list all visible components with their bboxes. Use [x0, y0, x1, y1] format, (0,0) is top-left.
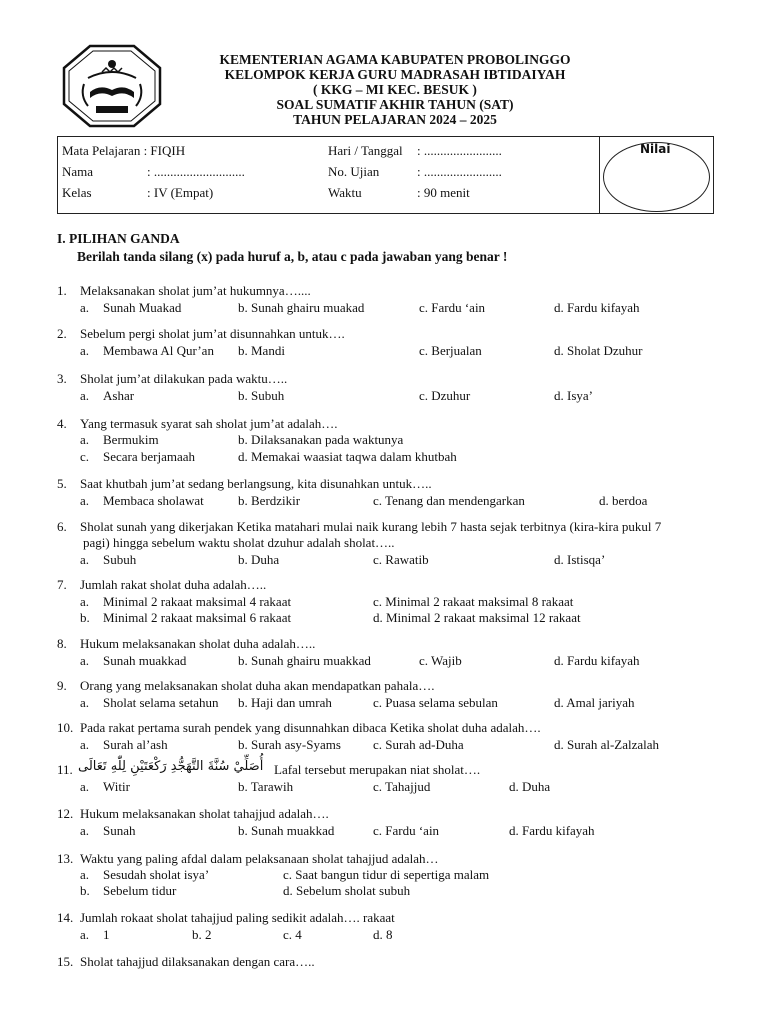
- question-number: 8.: [57, 636, 67, 651]
- option-a: Ashar: [103, 388, 135, 403]
- question-text: Melaksanakan sholat jum’at hukumnya…....: [80, 283, 311, 298]
- name-label: Nama: [62, 164, 94, 179]
- question-number: 14.: [57, 910, 74, 925]
- option-b: b. Surah asy-Syams: [238, 737, 341, 752]
- score-divider: [599, 136, 600, 214]
- option-d: d. Surah al-Zalzalah: [554, 737, 660, 752]
- option-c: c. Tahajjud: [373, 779, 431, 794]
- option-b: b. Dilaksanakan pada waktunya: [238, 432, 404, 447]
- option-a: Minimal 2 rakaat maksimal 4 rakaat: [103, 594, 292, 609]
- day-label: Hari / Tanggal: [328, 143, 403, 158]
- option-letter: a.: [80, 552, 90, 567]
- option-b: b. Duha: [238, 552, 280, 567]
- option-b: Sebelum tidur: [103, 883, 177, 898]
- option-b: b. Sunah ghairu muakad: [238, 300, 365, 315]
- section-instruction: Berilah tanda silang (x) pada huruf a, b, atau c pada jawaban yang benar !: [77, 249, 508, 264]
- option-c: c. Surah ad-Duha: [373, 737, 464, 752]
- option-d: d. Fardu kifayah: [554, 300, 640, 315]
- question-text: Saat khutbah jum’at sedang berlangsung, kita disunahkan untuk…..: [80, 476, 432, 491]
- option-c: c. Dzuhur: [419, 388, 471, 403]
- option-d: d. Amal jariyah: [554, 695, 635, 710]
- option-d: d. 8: [373, 927, 393, 942]
- option-a: Sholat selama setahun: [103, 695, 219, 710]
- question-number: 4.: [57, 416, 67, 431]
- option-c: c. Fardu ‘ain: [373, 823, 440, 838]
- option-letter: a.: [80, 300, 90, 315]
- question-number: 1.: [57, 283, 67, 298]
- question-number: 3.: [57, 371, 67, 386]
- option-d: d. Sebelum sholat subuh: [283, 883, 411, 898]
- question-number: 10.: [57, 720, 74, 735]
- option-letter: b.: [80, 883, 90, 898]
- option-b: b. Mandi: [238, 343, 285, 358]
- option-b: b. 2: [192, 927, 212, 942]
- question-text: Jumlah rokaat sholat tahajjud paling sedikit adalah…. rakaat: [80, 910, 395, 925]
- exam-number-label: No. Ujian: [328, 164, 380, 179]
- option-c: Secara berjamaah: [103, 449, 196, 464]
- question-text: Sholat jum’at dilakukan pada waktu…..: [80, 371, 288, 386]
- option-b: b. Berdzikir: [238, 493, 301, 508]
- option-d: d. Istisqa’: [554, 552, 606, 567]
- question-text: Orang yang melaksanakan sholat duha akan mendapatkan pahala….: [80, 678, 435, 693]
- option-c: c. Fardu ‘ain: [419, 300, 486, 315]
- option-letter: a.: [80, 388, 90, 403]
- time-label: Waktu: [328, 185, 362, 200]
- option-a: Witir: [103, 779, 130, 794]
- option-c: c. Rawatib: [373, 552, 429, 567]
- option-a: Membawa Al Qur’an: [103, 343, 214, 358]
- question-text: Hukum melaksanakan sholat duha adalah…..: [80, 636, 316, 651]
- option-d: d. Fardu kifayah: [509, 823, 595, 838]
- option-letter: b.: [80, 610, 90, 625]
- option-d: d. Sholat Dzuhur: [554, 343, 643, 358]
- option-b: b. Sunah muakkad: [238, 823, 335, 838]
- question-number: 13.: [57, 851, 74, 866]
- header-exam-title: SOAL SUMATIF AKHIR TAHUN (SAT): [276, 97, 514, 112]
- question-text: Sholat sunah yang dikerjakan Ketika matahari mulai naik kurang lebih 7 hasta sejak terbitnya (kira-kira pukul 7: [80, 519, 662, 534]
- class-value: : IV (Empat): [147, 185, 214, 200]
- option-letter: a.: [80, 343, 90, 358]
- option-letter: a.: [80, 493, 90, 508]
- option-a: Surah al’ash: [103, 737, 168, 752]
- option-c: c. Saat bangun tidur di sepertiga malam: [283, 867, 490, 882]
- time-value: : 90 menit: [417, 185, 470, 200]
- option-a: Sesudah sholat isya’: [103, 867, 210, 882]
- option-a: Sunah: [103, 823, 136, 838]
- option-b: b. Sunah ghairu muakkad: [238, 653, 371, 668]
- option-letter: a.: [80, 594, 90, 609]
- option-letter: c.: [80, 449, 90, 464]
- option-c: c. Berjualan: [419, 343, 482, 358]
- option-d: d. Minimal 2 rakaat maksimal 12 rakaat: [373, 610, 581, 625]
- option-d: d. Memakai waasiat taqwa dalam khutbah: [238, 449, 457, 464]
- option-letter: a.: [80, 432, 90, 447]
- option-letter: a.: [80, 737, 90, 752]
- option-b: Minimal 2 rakaat maksimal 6 rakaat: [103, 610, 292, 625]
- question-text: Hukum melaksanakan sholat tahajjud adalah….: [80, 806, 329, 821]
- option-letter: a.: [80, 653, 90, 668]
- option-letter: a.: [80, 927, 90, 942]
- option-d: d. Fardu kifayah: [554, 653, 640, 668]
- question-number: 7.: [57, 577, 67, 592]
- class-label: Kelas: [62, 185, 92, 200]
- name-value: : ............................: [147, 164, 245, 179]
- option-c: c. Wajib: [419, 653, 462, 668]
- question-number: 6.: [57, 519, 67, 534]
- option-c: c. Minimal 2 rakaat maksimal 8 rakaat: [373, 594, 574, 609]
- question-text: Lafal tersebut merupakan niat sholat….: [274, 762, 481, 777]
- option-b: b. Subuh: [238, 388, 285, 403]
- header-ministry: KEMENTERIAN AGAMA KABUPATEN PROBOLINGGO: [219, 52, 571, 67]
- option-d: d. Duha: [509, 779, 551, 794]
- header-kkg: KELOMPOK KERJA GURU MADRASAH IBTIDAIYAH: [224, 67, 566, 82]
- day-value: : ........................: [417, 143, 502, 158]
- section-title: I. PILIHAN GANDA: [57, 231, 180, 246]
- option-b: b. Tarawih: [238, 779, 294, 794]
- question-text: Sebelum pergi sholat jum’at disunnahkan untuk….: [80, 326, 345, 341]
- subject-field: Mata Pelajaran : FIQIH: [62, 143, 186, 158]
- score-label: Nilai: [640, 142, 671, 156]
- kemenag-logo: [62, 44, 162, 128]
- question-number: 2.: [57, 326, 67, 341]
- option-letter: a.: [80, 779, 90, 794]
- option-letter: a.: [80, 823, 90, 838]
- option-letter: a.: [80, 867, 90, 882]
- option-c: c. Tenang dan mendengarkan: [373, 493, 525, 508]
- option-a: Membaca sholawat: [103, 493, 204, 508]
- question-text: Pada rakat pertama surah pendek yang disunnahkan dibaca Ketika sholat duha adalah….: [80, 720, 541, 735]
- question-number: 9.: [57, 678, 67, 693]
- option-d: d. berdoa: [599, 493, 648, 508]
- question-number: 11.: [57, 762, 73, 777]
- question-number: 5.: [57, 476, 67, 491]
- option-a: Subuh: [103, 552, 137, 567]
- question-text: Sholat tahajjud dilaksanakan dengan cara…..: [80, 954, 315, 969]
- question-number: 15.: [57, 954, 74, 969]
- question-text: Waktu yang paling afdal dalam pelaksanaan sholat tahajjud adalah…: [80, 851, 439, 866]
- arabic-niat-text: أُصَلِّيْ سُنَّةَ التَّهَجُّدِ رَكْعَتَيْنِ لِلّٰهِ تَعَالَى: [78, 759, 264, 774]
- header-year: TAHUN PELAJARAN 2024 – 2025: [293, 112, 497, 127]
- question-text: Yang termasuk syarat sah sholat jum’at adalah….: [80, 416, 338, 431]
- option-a: Sunah Muakad: [103, 300, 182, 315]
- question-number: 12.: [57, 806, 74, 821]
- option-d: d. Isya’: [554, 388, 593, 403]
- option-c: c. 4: [283, 927, 302, 942]
- question-text: Jumlah rakat sholat duha adalah…..: [80, 577, 267, 592]
- option-a: Bermukim: [103, 432, 159, 447]
- option-a: Sunah muakkad: [103, 653, 187, 668]
- question-text-continued: pagi) hingga sebelum waktu sholat dzuhur adalah sholat…..: [83, 535, 395, 550]
- header-kkg-short: ( KKG – MI KEC. BESUK ): [313, 82, 477, 97]
- exam-number-value: : ........................: [417, 164, 502, 179]
- option-a: 1: [103, 927, 110, 942]
- option-b: b. Haji dan umrah: [238, 695, 332, 710]
- option-c: c. Puasa selama sebulan: [373, 695, 498, 710]
- option-letter: a.: [80, 695, 90, 710]
